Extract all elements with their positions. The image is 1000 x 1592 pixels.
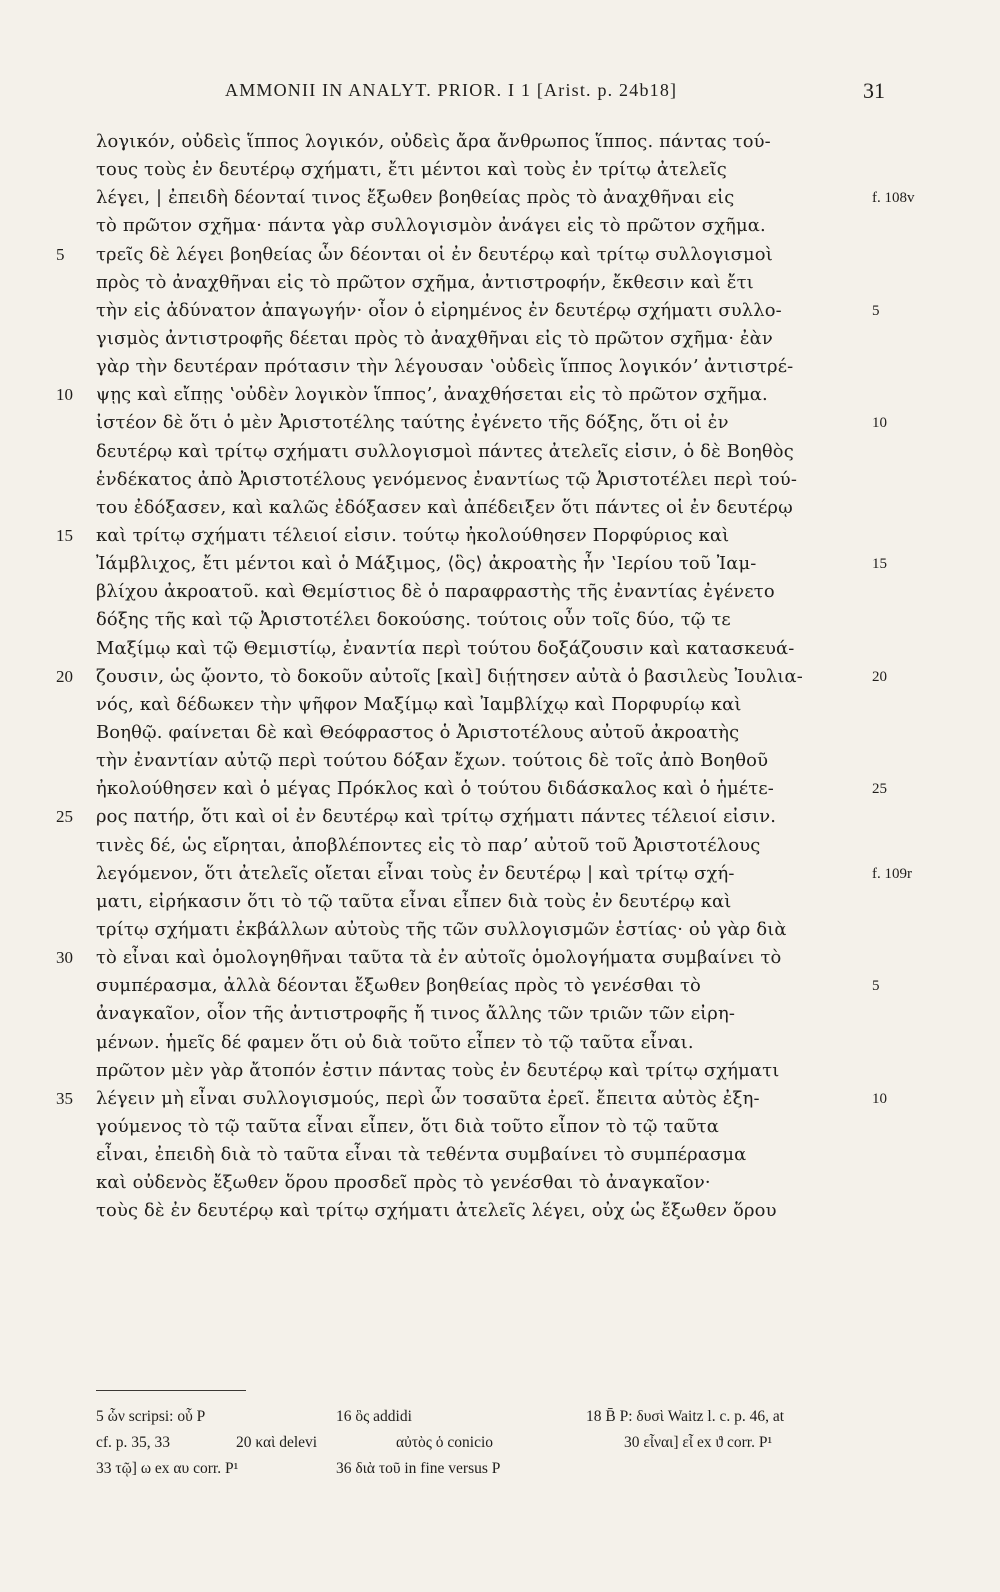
text-line (0, 212, 1000, 240)
line-text: καὶ οὐδενὸς ἔξωθεν ὅρου προσδεῖ πρὸς τὸ γενέσθαι τὸ ἀναγκαῖον· (96, 1172, 711, 1194)
text-line (0, 606, 1000, 634)
line-text: τὸ εἶναι καὶ ὁμολογηθῆναι ταῦτα τὰ ἐν αὐτοῖς ὁμολογήματα συμβαίνει τὸ (96, 947, 782, 969)
line-text: τρίτῳ σχήματι ἐκβάλλων αὐτοὺς τῆς τῶν συλλογισμῶν ἑστίας· οὐ γὰρ διὰ (96, 918, 787, 940)
line-text: δόξης τῆς καὶ τῷ Ἀριστοτέλει δοκούσης. τούτοις οὖν τοῖς δύο, τῷ τε (96, 609, 731, 631)
line-text: πρὸς τὸ ἀναχθῆναι εἰς τὸ πρῶτον σχῆμα, ἀντιστροφήν, ἔκθεσιν καὶ ἔτι (96, 271, 754, 293)
text-line (0, 1085, 1000, 1113)
line-text: Βοηθῷ. φαίνεται δὲ καὶ Θεόφραστος ὁ Ἀριστοτέλους αὐτοῦ ἀκροατὴς (96, 721, 740, 743)
text-line (0, 522, 1000, 550)
line-text: ρος πατήρ, ὅτι καὶ οἱ ἐν δευτέρῳ καὶ τρίτῳ σχήματι πάντες τέλειοί εἰσιν. (96, 806, 777, 828)
line-number: 35 (56, 1088, 73, 1108)
text-line (0, 409, 1000, 437)
line-number: 10 (56, 385, 73, 405)
running-header (95, 80, 885, 108)
footnote-line (96, 1456, 876, 1482)
footnote-entry: 16 ὃς addidi (336, 1408, 412, 1425)
text-line (0, 550, 1000, 578)
line-number: 15 (56, 525, 73, 545)
text-line (0, 184, 1000, 212)
text-line (0, 775, 1000, 803)
main-text (0, 128, 1000, 1225)
text-line (0, 916, 1000, 944)
running-head: AMMONII IN ANALYT. PRIOR. I 1 [Arist. p. 24b18] (225, 80, 678, 100)
text-line (0, 888, 1000, 916)
margin-reference: 10 (872, 1090, 887, 1107)
line-text: πρῶτον μὲν γὰρ ἄτοπόν ἐστιν πάντας τοὺς ἐν δευτέρῳ καὶ τρίτῳ σχήματι (96, 1059, 780, 1081)
footnote-entry: 5 ὧν scripsi: οὗ P (96, 1408, 206, 1425)
margin-reference: 20 (872, 668, 887, 685)
text-line (0, 241, 1000, 269)
line-text: Ἰάμβλιχος, ἔτι μέντοι καὶ ὁ Μάξιμος, ⟨ὃς⟩ ἀκροατὴς ἦν ʽΙερίου τοῦ Ἰαμ- (96, 553, 757, 575)
text-line (0, 972, 1000, 1000)
line-text: ματι, εἰρήκασιν ὅτι τὸ τῷ ταῦτα εἶναι εἶπεν διὰ τοὺς ἐν δευτέρῳ καὶ (96, 890, 732, 912)
line-text: ψῃς καὶ εἴπῃς ʽοὐδὲν λογικὸν ἵπποςʼ, ἀναχθήσεται εἰς τὸ πρῶτον σχῆμα. (96, 384, 768, 406)
line-text: τὴν εἰς ἀδύνατον ἀπαγωγήν· οἷον ὁ εἰρημένος ἐν δευτέρῳ σχήματι συλλο- (96, 299, 782, 321)
text-line (0, 860, 1000, 888)
line-text: γὰρ τὴν δευτέραν πρότασιν τὴν λέγουσαν ʽοὐδεὶς ἵππος λογικόνʼ ἀντιστρέ- (96, 356, 794, 378)
line-text: ἠκολούθησεν καὶ ὁ μέγας Πρόκλος καὶ ὁ τούτου διδάσκαλος καὶ ὁ ἡμέτε- (96, 778, 775, 800)
line-text: τρεῖς δὲ λέγει βοηθείας ὧν δέονται οἱ ἐν δευτέρῳ καὶ τρίτῳ συλλογισμοὶ (96, 243, 773, 265)
line-text: καὶ τρίτῳ σχήματι τέλειοί εἰσιν. τούτῳ ἠκολούθησεν Πορφύριος καὶ (96, 524, 730, 546)
text-line (0, 353, 1000, 381)
text-line (0, 156, 1000, 184)
line-text: ἑνδέκατος ἀπὸ Ἀριστοτέλους γενόμενος ἐναντίως τῷ Ἀριστοτέλει περὶ τού- (96, 468, 798, 490)
line-number: 20 (56, 666, 73, 686)
text-line (0, 128, 1000, 156)
footnote-rule (96, 1390, 246, 1391)
line-text: γούμενος τὸ τῷ ταῦτα εἶναι εἶπεν, ὅτι διὰ τοῦτο εἶπον τὸ τῷ ταῦτα (96, 1115, 719, 1137)
line-text: δευτέρῳ καὶ τρίτῳ σχήματι συλλογισμοὶ πάντες ἀτελεῖς εἰσιν, ὁ δὲ Βοηθὸς (96, 440, 794, 462)
text-line (0, 1029, 1000, 1057)
text-line (0, 663, 1000, 691)
line-text: ζουσιν, ὡς ᾤοντο, τὸ δοκοῦν αὐτοῖς [καὶ] διῄτησεν αὐτὰ ὁ βασιλεὺς Ἰουλια- (96, 665, 804, 687)
text-line (0, 1197, 1000, 1225)
line-text: του ἐδόξασεν, καὶ καλῶς ἐδόξασεν καὶ ἀπέδειξεν ὅτι πάντες οἱ ἐν δευτέρῳ (96, 496, 793, 518)
line-text: γισμὸς ἀντιστροφῆς δέεται πρὸς τὸ ἀναχθῆναι εἰς τὸ πρῶτον σχῆμα· ἐὰν (96, 327, 773, 349)
text-line (0, 297, 1000, 325)
footnote-entry: αὐτὸς ὁ conicio (396, 1434, 494, 1451)
line-text: τους τοὺς ἐν δευτέρῳ σχήματι, ἔτι μέντοι καὶ τοὺς ἐν τρίτῳ ἀτελεῖς (96, 159, 727, 181)
line-text: τοὺς δὲ ἐν δευτέρῳ καὶ τρίτῳ σχήματι ἀτελεῖς λέγει, οὐχ ὡς ἔξωθεν ὅρου (96, 1200, 777, 1222)
text-line (0, 1113, 1000, 1141)
line-text: βλίχου ἀκροατοῦ. καὶ Θεμίστιος δὲ ὁ παραφραστὴς τῆς ἐναντίας ἐγένετο (96, 581, 775, 603)
margin-reference: 10 (872, 415, 887, 432)
line-text: ἰστέον δὲ ὅτι ὁ μὲν Ἀριστοτέλης ταύτης ἐγένετο τῆς δόξης, ὅτι οἱ ἐν (96, 412, 729, 434)
line-text: συμπέρασμα, ἀλλὰ δέονται ἔξωθεν βοηθείας πρὸς τὸ γενέσθαι τὸ (96, 975, 701, 997)
text-line (0, 381, 1000, 409)
text-line (0, 494, 1000, 522)
margin-reference: f. 108v (872, 190, 915, 207)
line-text: λεγόμενον, ὅτι ἀτελεῖς οἴεται εἶναι τοὺς ἐν δευτέρῳ | καὶ τρίτῳ σχή- (96, 862, 735, 884)
text-line (0, 269, 1000, 297)
footnote-entry: 33 τῷ] ω ex αυ corr. P¹ (96, 1460, 239, 1477)
margin-reference: 15 (872, 556, 887, 573)
line-text: λέγειν μὴ εἶναι συλλογισμούς, περὶ ὧν τοσαῦτα ἐρεῖ. ἔπειτα αὐτὸς ἐξη- (96, 1087, 760, 1109)
footnote-line (96, 1430, 876, 1456)
page-number: 31 (863, 78, 885, 103)
text-line (0, 438, 1000, 466)
text-line (0, 578, 1000, 606)
text-line (0, 1169, 1000, 1197)
line-text: ἀναγκαῖον, οἷον τῆς ἀντιστροφῆς ἤ τινος ἄλλης τῶν τριῶν τῶν εἰρη- (96, 1003, 736, 1025)
line-text: τινὲς δέ, ὡς εἴρηται, ἀποβλέποντες εἰς τὸ παρʼ αὐτοῦ τοῦ Ἀριστοτέλους (96, 834, 761, 856)
footnote-entry: cf. p. 35, 33 (96, 1434, 171, 1451)
line-number: 25 (56, 807, 73, 827)
margin-reference: 25 (872, 781, 887, 798)
line-text: τὴν ἐναντίαν αὐτῷ περὶ τούτου δόξαν ἔχων. τούτοις δὲ τοῖς ἀπὸ Βοηθοῦ (96, 750, 769, 772)
text-line (0, 1057, 1000, 1085)
margin-reference: 5 (872, 302, 880, 319)
line-number: 30 (56, 948, 73, 968)
footnote-entry: 36 διὰ τοῦ in fine versus P (336, 1460, 501, 1477)
text-line (0, 325, 1000, 353)
text-line (0, 466, 1000, 494)
text-line (0, 691, 1000, 719)
text-line (0, 803, 1000, 831)
line-text: λέγει, | ἐπειδὴ δέονταί τινος ἔξωθεν βοηθείας πρὸς τὸ ἀναχθῆναι εἰς (96, 187, 735, 209)
footnote-entry: 20 καὶ delevi (236, 1434, 318, 1451)
line-text: τὸ πρῶτον σχῆμα· πάντα γὰρ συλλογισμὸν ἀνάγει εἰς τὸ πρῶτον σχῆμα. (96, 215, 766, 237)
margin-reference: f. 109r (872, 865, 912, 882)
line-text: εἶναι, ἐπειδὴ διὰ τὸ ταῦτα εἶναι τὰ τεθέντα συμβαίνει τὸ συμπέρασμα (96, 1144, 747, 1166)
apparatus-criticus (96, 1404, 876, 1482)
text-line (0, 747, 1000, 775)
text-line (0, 635, 1000, 663)
margin-reference: 5 (872, 978, 880, 995)
text-line (0, 1000, 1000, 1028)
text-line (0, 832, 1000, 860)
line-text: νός, καὶ δέδωκεν τὴν ψῆφον Μαξίμῳ καὶ Ἰαμβλίχῳ καὶ Πορφυρίῳ καὶ (96, 693, 742, 715)
text-line (0, 1141, 1000, 1169)
text-line (0, 944, 1000, 972)
footnote-entry: 18 B̄ P: δυσὶ Waitz l. c. p. 46, at (586, 1408, 785, 1425)
text-line (0, 719, 1000, 747)
footnote-entry: 30 εἶναι] εἶ ex ϑ corr. P¹ (624, 1434, 773, 1451)
line-text: μένων. ἡμεῖς δέ φαμεν ὅτι οὐ διὰ τοῦτο εἶπεν τὸ τῷ ταῦτα εἶναι. (96, 1031, 694, 1053)
line-text: Μαξίμῳ καὶ τῷ Θεμιστίῳ, ἐναντία περὶ τούτου δοξάζουσιν καὶ κατασκευά- (96, 637, 795, 659)
line-number: 5 (56, 244, 65, 264)
line-text: λογικόν, οὐδεὶς ἵππος λογικόν, οὐδεὶς ἄρα ἄνθρωπος ἵππος. πάντας τού- (96, 131, 771, 152)
footnote-line (96, 1404, 876, 1430)
